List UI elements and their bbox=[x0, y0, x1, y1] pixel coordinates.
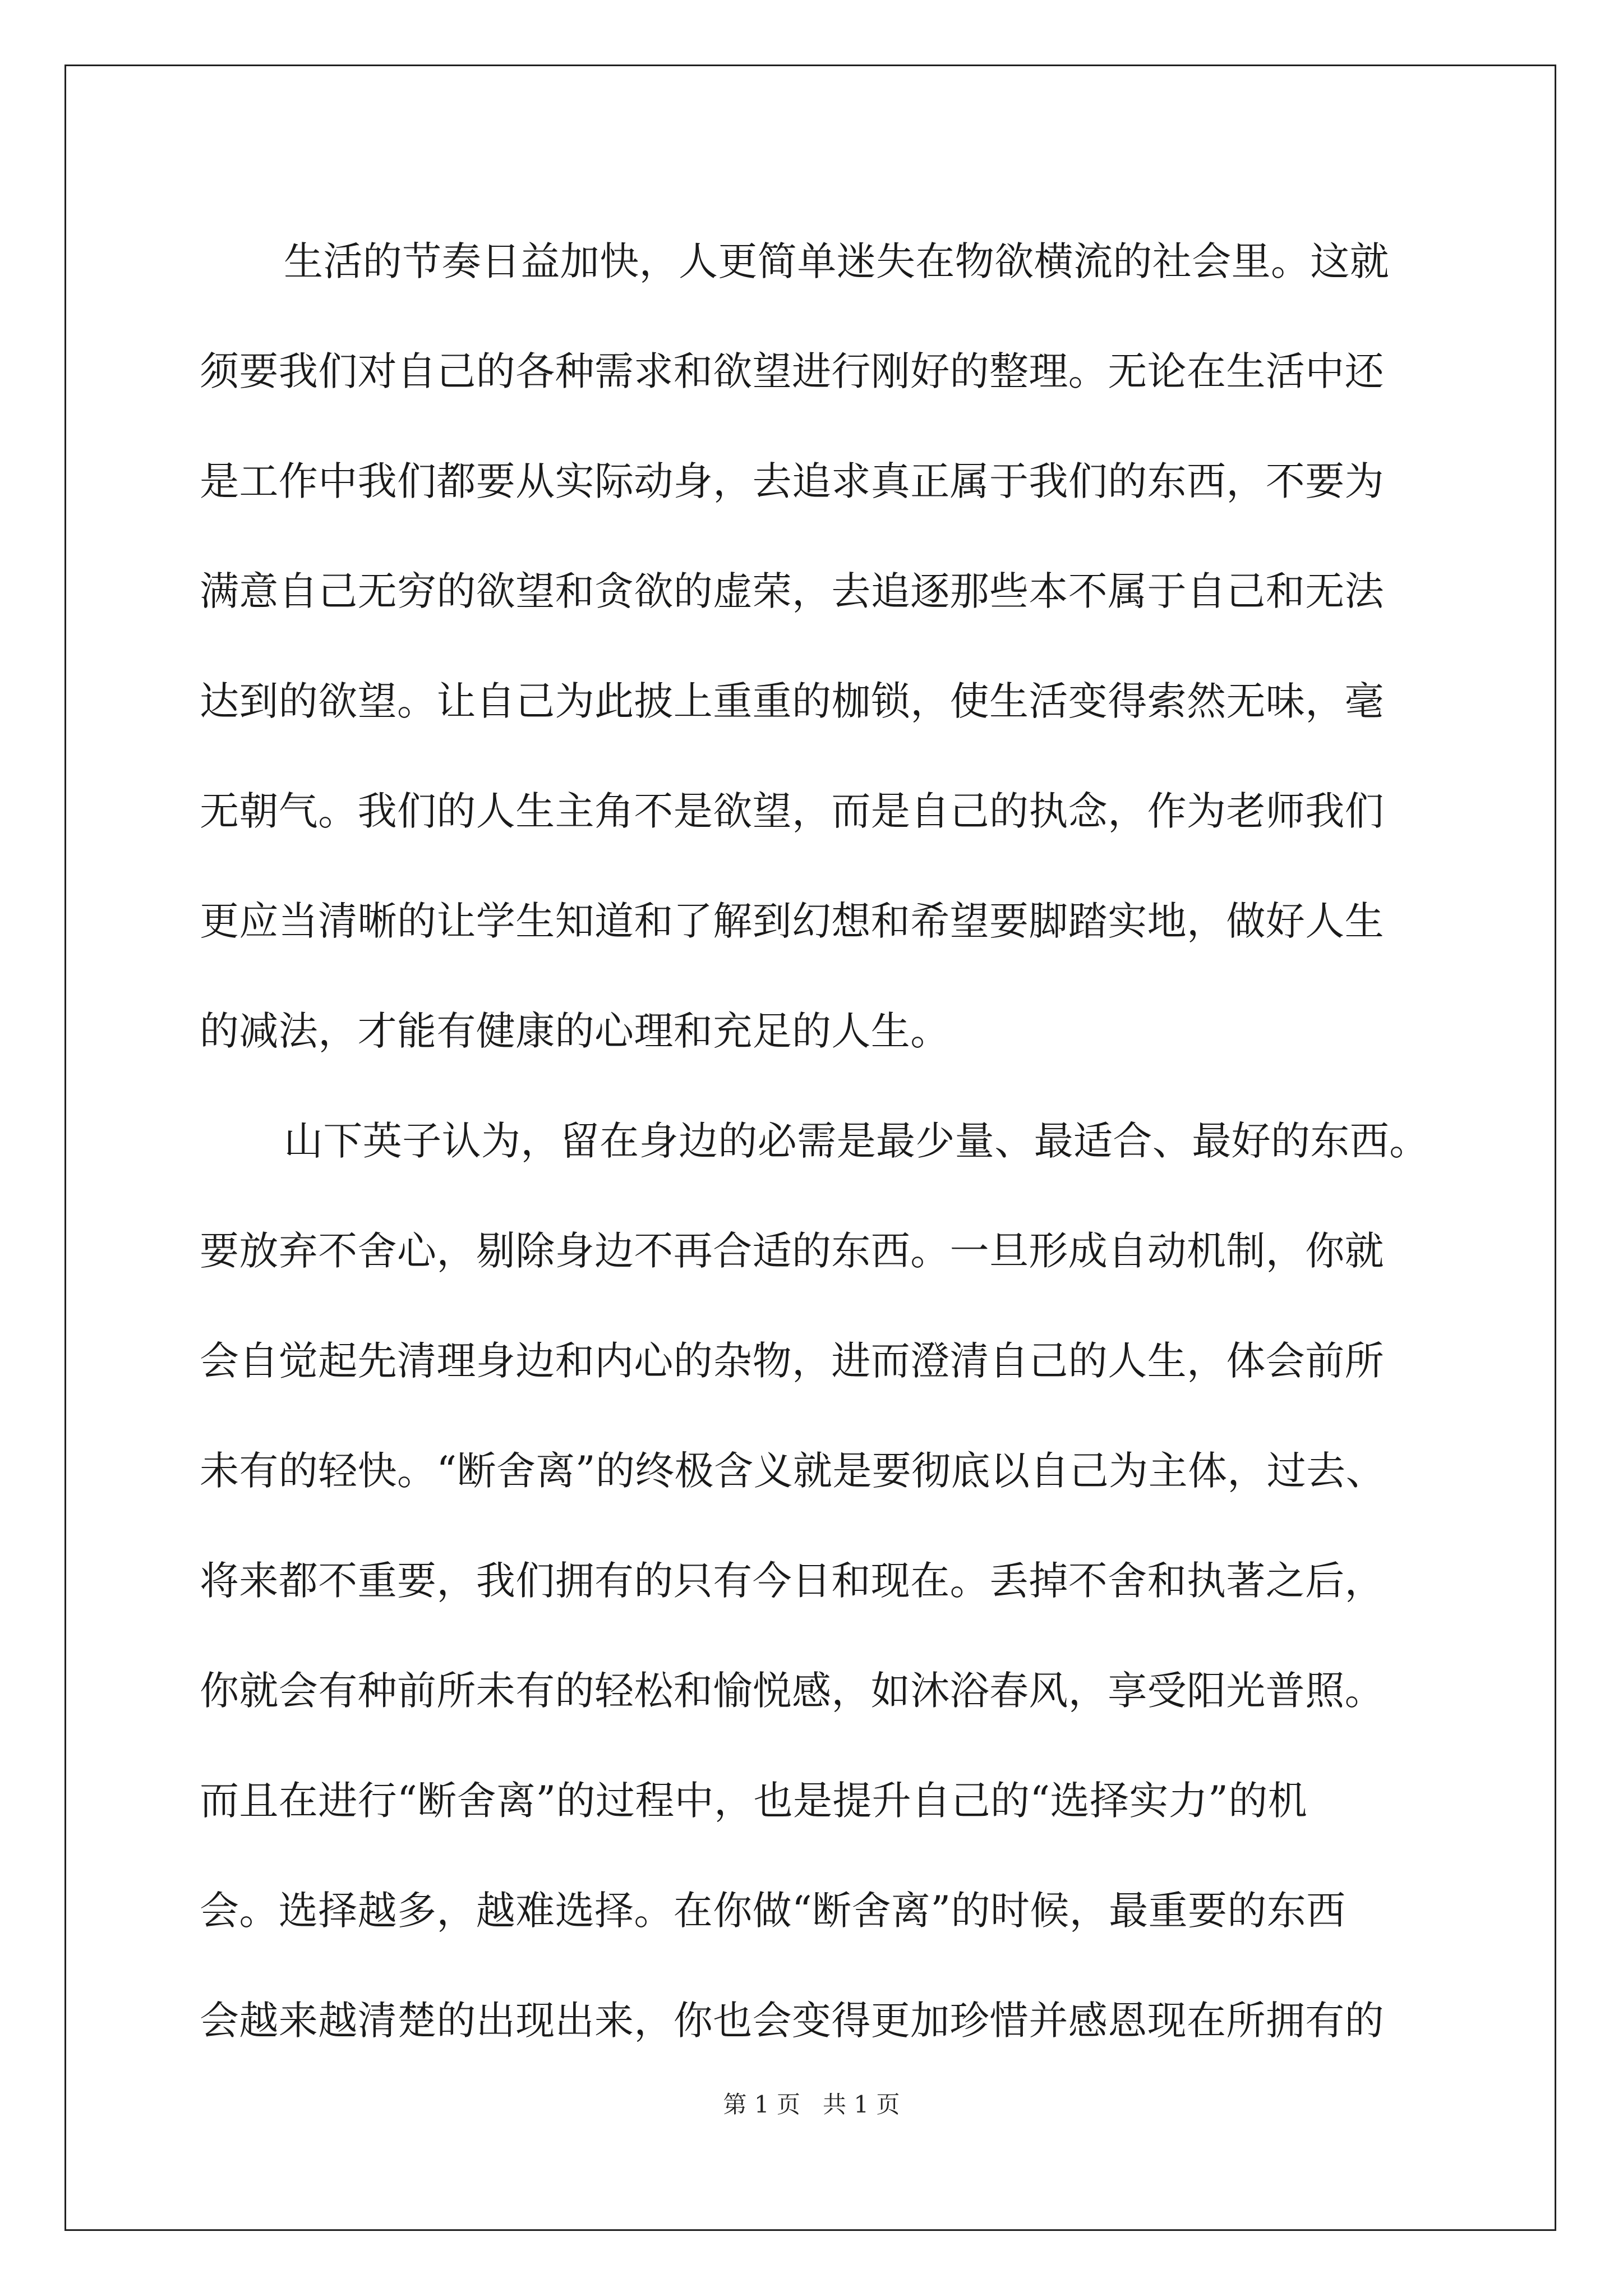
text-line: 你就会有种前所未有的轻松和愉悦感，如沐浴春风，享受阳光普照。 bbox=[200, 1668, 1384, 1714]
page-number-footer: 第 1 页 共 1 页 bbox=[723, 2091, 900, 2118]
paragraph-1 bbox=[200, 206, 1439, 1086]
text-line: 山下英子认为，留在身边的必需是最少量、最适合、最好的东西。 bbox=[284, 1118, 1429, 1164]
text-line: 是工作中我们都要从实际动身，去追求真正属于我们的东西，不要为 bbox=[200, 458, 1384, 504]
text-line: 未有的轻快。“断舍离”的终极含义就是要彻底以自己为主体，过去、 bbox=[200, 1448, 1385, 1494]
document-body bbox=[200, 206, 1439, 2076]
text-line: 生活的节奏日益加快，人更简单迷失在物欲横流的社会里。这就 bbox=[284, 238, 1390, 284]
text-line: 会越来越清楚的出现出来，你也会变得更加珍惜并感恩现在所拥有的 bbox=[200, 1998, 1384, 2044]
paragraph-2 bbox=[200, 1086, 1439, 2076]
text-line: 会自觉起先清理身边和内心的杂物，进而澄清自己的人生，体会前所 bbox=[200, 1338, 1384, 1384]
text-line: 达到的欲望。让自己为此披上重重的枷锁，使生活变得索然无味，毫 bbox=[200, 678, 1384, 724]
text-line: 将来都不重要，我们拥有的只有今日和现在。丢掉不舍和执著之后， bbox=[200, 1558, 1384, 1604]
text-line: 要放弃不舍心，剔除身边不再合适的东西。一旦形成自动机制，你就 bbox=[200, 1228, 1384, 1274]
text-line: 会。选择越多，越难选择。在你做“断舍离”的时候，最重要的东西 bbox=[200, 1888, 1346, 1934]
text-line: 满意自己无穷的欲望和贪欲的虚荣，去追逐那些本不属于自己和无法 bbox=[200, 568, 1384, 614]
text-line: 而且在进行“断舍离”的过程中，也是提升自己的“选择实力”的机 bbox=[200, 1778, 1308, 1824]
text-line: 无朝气。我们的人生主角不是欲望，而是自己的执念，作为老师我们 bbox=[200, 788, 1384, 834]
text-line: 更应当清晰的让学生知道和了解到幻想和希望要脚踏实地，做好人生 bbox=[200, 898, 1384, 944]
text-line: 的减法，才能有健康的心理和充足的人生。 bbox=[200, 1008, 950, 1054]
text-line: 须要我们对自己的各种需求和欲望进行刚好的整理。无论在生活中还 bbox=[200, 348, 1384, 394]
